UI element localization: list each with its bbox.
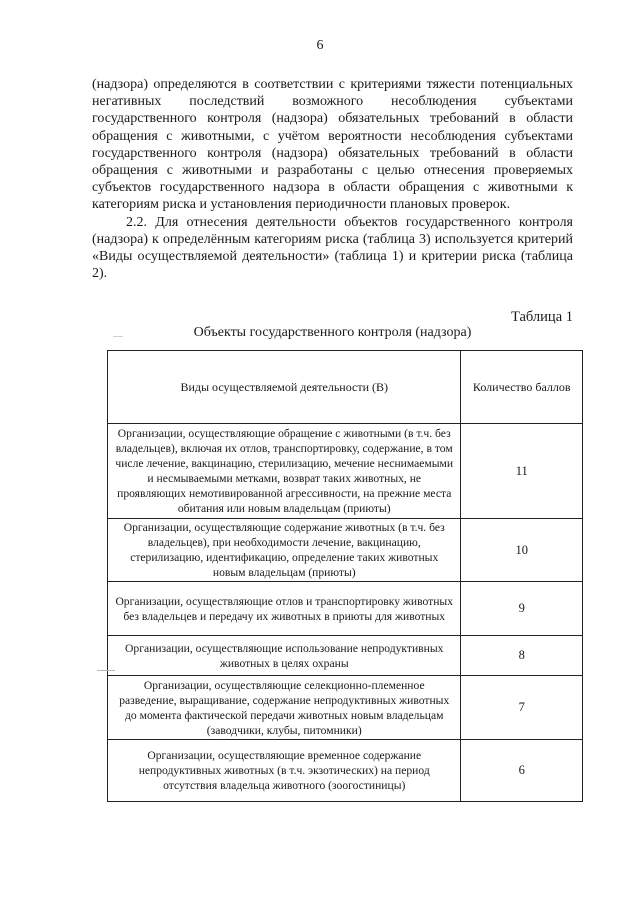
table-title: Объекты государственного контроля (надзора) <box>193 325 472 340</box>
row-activity: Организации, осуществляющие использование непродуктивных животных в целях охраны <box>108 636 461 676</box>
table-row <box>108 676 583 740</box>
row-activity: Организации, осуществляющие содержание животных (в т.ч. без владельцев), при необходимости лечение, вакцинацию, стерилизацию, идентификацию, определение таких животных новым владельцам (приюты) <box>108 519 461 582</box>
page-number: 6 <box>316 38 324 53</box>
row-activity: Организации, осуществляющие обращение с животными (в т.ч. без владельцев), включая их отлов, транспортировку, содержание, в том числе лечение, вакцинацию, стерилизацию, мечение неснимаемыми и несмываемыми метками, возврат таких животных, не проявляющих немотивированной агрессивности, на прежние места обитания или новым владельцам (приюты) <box>108 424 461 519</box>
objects-table <box>107 350 583 802</box>
table-caption: Таблица 1 <box>510 309 573 325</box>
table-row <box>108 582 583 636</box>
margin-mark <box>97 670 115 671</box>
row-points: 10 <box>461 519 583 582</box>
row-activity: Организации, осуществляющие селекционно-племенное разведение, выращивание, содержание непродуктивных животных до момента фактической передачи животных новым владельцам (заводчики, клубы, питомники) <box>108 676 461 740</box>
header-activity: Виды осуществляемой деятельности (В) <box>108 351 461 424</box>
paragraph-continuation: (надзора) определяются в соответствии с критериями тяжести потенциальных негативных последствий возможного несоблюдения субъектами государственного контроля (надзора) обязательных требований в области обращения с животными, с учётом вероятности несоблюдения субъектами государственного контроля (надзора) обязательных требований в области обращения с животными и разработаны с целью отнесения проверяемых субъектов государственного надзора в области обращения с животными к категориям риска и установления периодичности плановых проверок. <box>92 77 573 213</box>
table-row <box>108 424 583 519</box>
table-row <box>108 636 583 676</box>
body-text <box>92 76 573 282</box>
header-points: Количество баллов <box>461 351 583 424</box>
paragraph-2-2: 2.2. Для отнесения деятельности объектов государственного контроля (надзора) к определённым категориям риска (таблица 3) используется критерий «Виды осуществляемой деятельности» (таблица 1) и критерии риска (таблица 2). <box>92 214 573 282</box>
row-points: 8 <box>461 636 583 676</box>
table-row <box>108 740 583 802</box>
table-row <box>108 519 583 582</box>
row-points: 7 <box>461 676 583 740</box>
row-activity: Организации, осуществляющие отлов и транспортировку животных без владельцев и передачу их животных в приюты для животных <box>108 582 461 636</box>
row-points: 11 <box>461 424 583 519</box>
row-activity: Организации, осуществляющие временное содержание непродуктивных животных (в т.ч. экзотических) на период отсутствия владельца животного (зоогостиницы) <box>108 740 461 802</box>
row-points: 6 <box>461 740 583 802</box>
table-header-row <box>108 351 583 424</box>
row-points: 9 <box>461 582 583 636</box>
